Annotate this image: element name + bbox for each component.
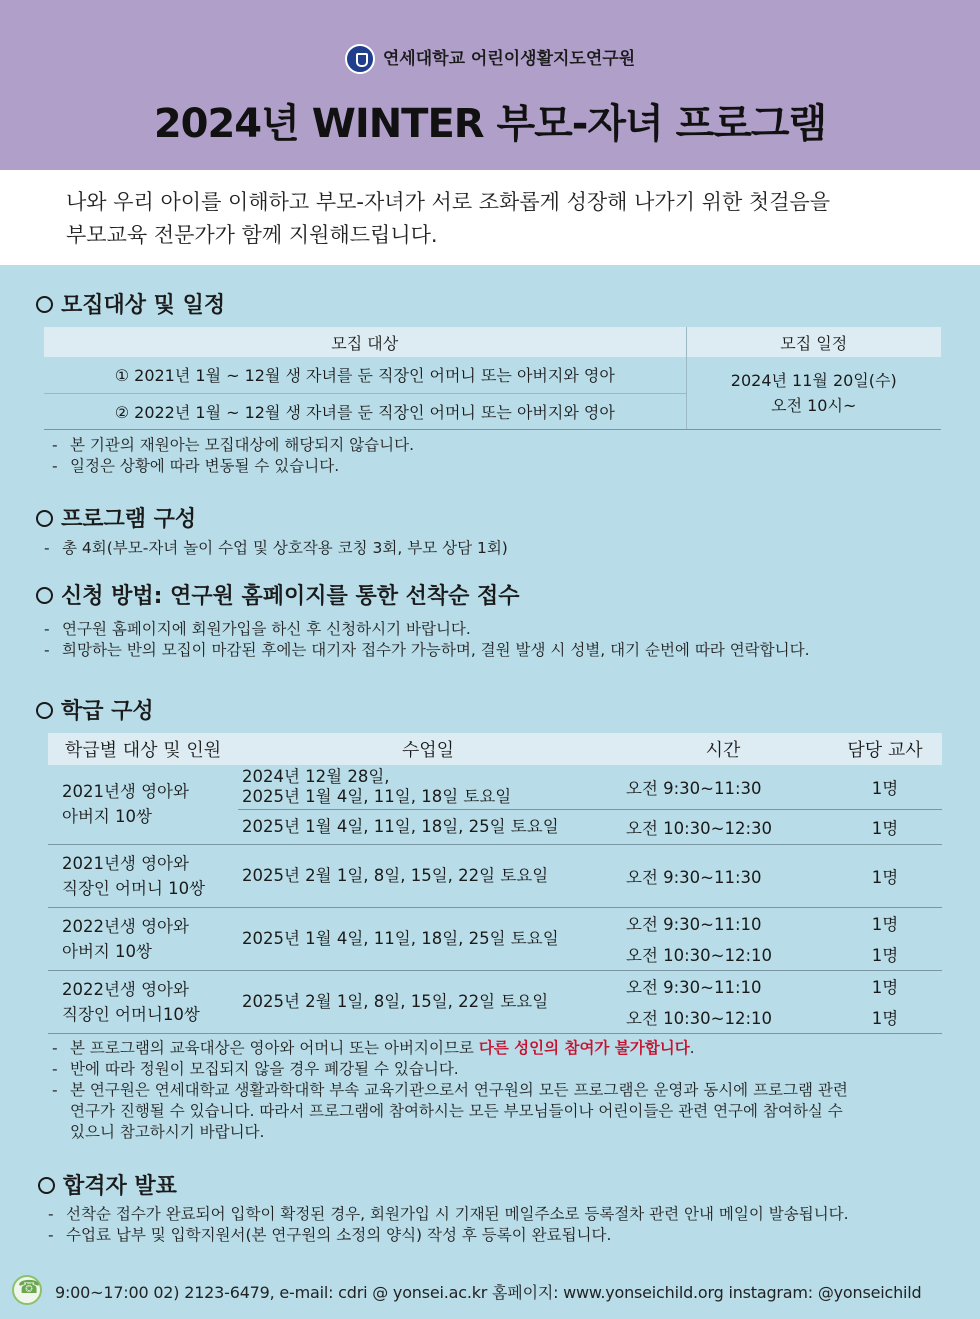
class-time-cell: 오전 9:30~11:30 xyxy=(618,844,828,907)
class-time-cell: 오전 10:30~12:10 xyxy=(618,939,828,970)
header-banner xyxy=(0,0,980,170)
recruit-col-target: 모집 대상 xyxy=(44,327,686,357)
organization-name xyxy=(0,44,980,74)
result-notes xyxy=(44,1204,964,1246)
circle-bullet-icon xyxy=(36,296,53,313)
class-day-cell: 2025년 2월 1일, 8일, 15일, 22일 토요일 xyxy=(238,844,618,907)
class-teacher-cell: 1명 xyxy=(828,765,942,809)
recruit-target-2: ② 2022년 1월 ~ 12월 생 자녀를 둔 직장인 어머니 또는 아버지와 영아 xyxy=(44,393,686,429)
circle-bullet-icon xyxy=(36,510,53,527)
class-note: - 본 연구원은 연세대학교 생활과학대학 부속 교육기관으로서 연구원의 모든 프로그램은 운영과 동시에 프로그램 관련 연구가 진행될 수 있습니다. 따라서 프로그램에 참여하시는 모든 부모님들이나 어린이들은 관련 연구에 참여하실 수 있으니 참고하시기 바랍니다. xyxy=(48,1080,958,1143)
recruit-schedule xyxy=(686,357,941,429)
class-time-cell: 오전 9:30~11:10 xyxy=(626,915,762,935)
class-col-time: 시간 xyxy=(618,733,828,765)
class-col-day: 수업일 xyxy=(238,733,618,765)
recruit-table xyxy=(44,327,941,430)
recruit-schedule-time: 오전 10시~ xyxy=(771,395,857,415)
class-notes xyxy=(48,1038,958,1143)
class-day-cell: 2025년 2월 1일, 8일, 15일, 22일 토요일 xyxy=(238,970,618,1033)
apply-note: - 연구원 홈페이지에 회원가입을 하신 후 신청하시기 바랍니다. xyxy=(40,619,810,640)
section-title-classes: 학급 구성 xyxy=(36,694,154,725)
circle-bullet-icon xyxy=(38,1177,55,1194)
result-note: - 수업료 납부 및 입학지원서(본 연구원의 소정의 양식) 작성 후 등록이 완료됩니다. xyxy=(44,1225,964,1246)
program-notes xyxy=(40,538,508,559)
table-row xyxy=(48,765,942,809)
recruit-target-1: ① 2021년 1월 ~ 12월 생 자녀를 둔 직장인 어머니 또는 아버지와 영아 xyxy=(44,357,686,393)
class-day-cell: 2024년 12월 28일, 2025년 1월 4일, 11일, 18일 토요일 xyxy=(238,765,618,809)
class-group-cell: 2022년생 영아와 직장인 어머니10쌍 xyxy=(48,970,238,1033)
table-row xyxy=(48,970,942,1002)
contact-footer xyxy=(0,1272,980,1308)
class-time-cell: 오전 9:30~11:10 xyxy=(626,978,762,998)
recruit-note: - 일정은 상황에 따라 변동될 수 있습니다. xyxy=(48,456,414,477)
class-group-cell: 2021년생 영아와 직장인 어머니 10쌍 xyxy=(48,844,238,907)
class-teacher-cell: 1명 xyxy=(828,1002,942,1033)
intro-line-1: 나와 우리 아이를 이해하고 부모-자녀가 서로 조화롭게 성장해 나가기 위한 첫걸음을 xyxy=(66,190,831,214)
class-note: - 본 프로그램의 교육대상은 영아와 어머니 또는 아버지이므로 다른 성인의 참여가 불가합니다. xyxy=(48,1038,958,1059)
class-day-cell: 2025년 1월 4일, 11일, 18일, 25일 토요일 xyxy=(238,809,618,844)
class-group-cell: 2021년생 영아와 아버지 10쌍 xyxy=(48,765,238,844)
result-note: - 선착순 접수가 완료되어 입학이 확정된 경우, 회원가입 시 기재된 메일주소로 등록절차 관련 안내 메일이 발송됩니다. xyxy=(44,1204,964,1225)
table-row xyxy=(48,907,942,939)
class-table xyxy=(48,733,942,1034)
class-group-cell: 2022년생 영아와 아버지 10쌍 xyxy=(48,907,238,970)
program-note: - 총 4회(부모-자녀 놀이 수업 및 상호작용 코칭 3회, 부모 상담 1회) xyxy=(40,538,508,559)
class-col-teacher: 담당 교사 xyxy=(828,733,942,765)
contact-info: 9:00~17:00 02) 2123-6479, e-mail: cdri @ yonsei.ac.kr 홈페이지: www.yonseichild.org instagram: @yonseichild xyxy=(55,1283,922,1302)
circle-bullet-icon xyxy=(36,702,53,719)
section-title-program: 프로그램 구성 xyxy=(36,502,196,533)
warning-text: 다른 성인의 참여가 불가합니다 xyxy=(478,1039,690,1057)
recruit-note: - 본 기관의 재원아는 모집대상에 해당되지 않습니다. xyxy=(48,435,414,456)
class-time-cell: 오전 10:30~12:30 xyxy=(618,809,828,844)
class-note: - 반에 따라 정원이 모집되지 않을 경우 폐강될 수 있습니다. xyxy=(48,1059,958,1080)
apply-note: - 희망하는 반의 모집이 마감된 후에는 대기자 접수가 가능하며, 결원 발생 시 성별, 대기 순번에 따라 연락합니다. xyxy=(40,640,810,661)
section-title-apply: 신청 방법: 연구원 홈페이지를 통한 선착순 접수 xyxy=(36,579,520,610)
org-label: 연세대학교 어린이생활지도연구원 xyxy=(382,49,636,69)
section-title-recruit: 모집대상 및 일정 xyxy=(36,288,225,319)
phone-icon xyxy=(12,1275,42,1305)
recruit-schedule-date: 2024년 11월 20일(수) xyxy=(730,370,897,390)
page-title: 2024년 WINTER 부모-자녀 프로그램 xyxy=(153,101,827,147)
class-day-cell: 2025년 1월 4일, 11일, 18일, 25일 토요일 xyxy=(238,907,618,970)
class-time-cell: 오전 10:30~12:10 xyxy=(618,1002,828,1033)
table-row xyxy=(48,844,942,907)
class-table-header xyxy=(48,733,942,765)
class-time-cell: 오전 9:30~11:30 xyxy=(618,765,828,809)
university-seal-icon xyxy=(345,44,375,74)
class-teacher-cell: 1명 xyxy=(828,939,942,970)
class-teacher-cell: 1명 xyxy=(871,978,899,998)
intro-box xyxy=(0,170,980,265)
recruit-col-schedule: 모집 일정 xyxy=(686,327,941,357)
recruit-notes xyxy=(48,435,414,477)
class-teacher-cell: 1명 xyxy=(871,915,899,935)
circle-bullet-icon xyxy=(36,587,53,604)
class-col-group: 학급별 대상 및 인원 xyxy=(48,733,238,765)
class-teacher-cell: 1명 xyxy=(828,844,942,907)
class-teacher-cell: 1명 xyxy=(828,809,942,844)
section-title-result: 합격자 발표 xyxy=(38,1169,177,1200)
apply-notes xyxy=(40,619,810,661)
intro-line-2: 부모교육 전문가가 함께 지원해드립니다. xyxy=(66,223,438,247)
